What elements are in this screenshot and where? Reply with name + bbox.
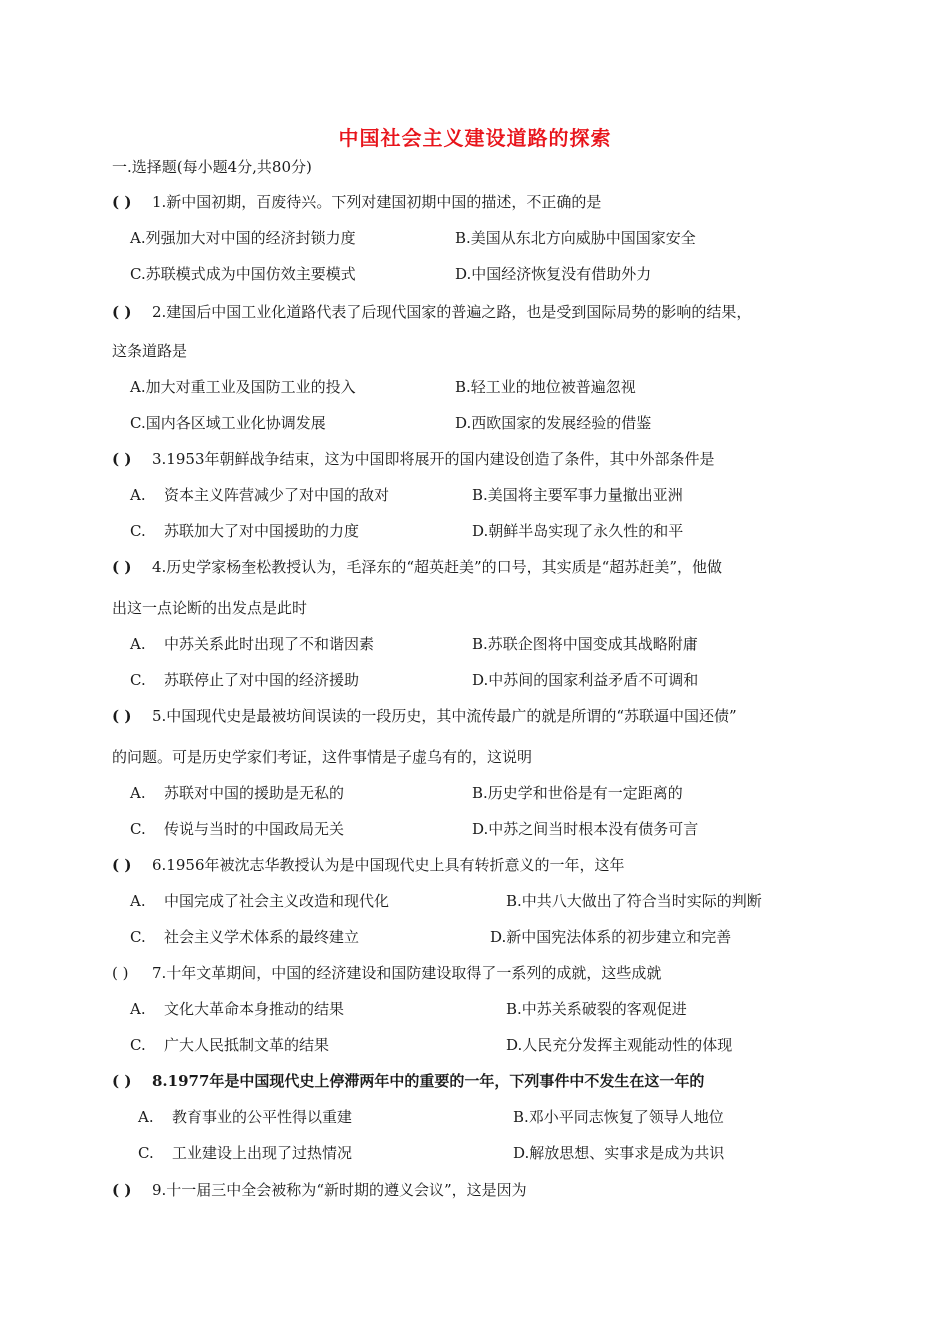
option-d: D.中苏间的国家利益矛盾不可调和 (472, 671, 699, 689)
option-a (138, 1107, 352, 1127)
option-text: 苏联对中国的援助是无私的 (164, 784, 345, 802)
option-text: 文化大革命本身推动的结果 (164, 1000, 345, 1018)
section-heading: 一.选择题(每小题4分,共80分) (112, 158, 312, 176)
option-letter: C. (130, 522, 146, 540)
question-text: 9.十一届三中全会被称为“新时期的遵义会议”，这是因为 (152, 1181, 527, 1199)
answer-blank[interactable]: ( ) (112, 964, 129, 982)
option-letter: A. (130, 635, 146, 653)
option-a (130, 891, 389, 911)
option-letter: A. (130, 1000, 146, 1018)
question-2 (112, 302, 751, 322)
option-c (138, 1143, 352, 1163)
option-c (130, 927, 359, 947)
option-a (130, 634, 374, 654)
answer-blank[interactable]: ( ) (112, 450, 132, 468)
question-text: 2.建国后中国工业化道路代表了后现代国家的普遍之路，也是受到国际局势的影响的结果， (152, 303, 752, 321)
option-b: B.历史学和世俗是有一定距离的 (472, 784, 683, 802)
question-5 (112, 706, 737, 726)
option-d: D.中国经济恢复没有借助外力 (455, 265, 652, 283)
option-b: B.轻工业的地位被普遍忽视 (455, 378, 636, 396)
option-d: D.解放思想、实事求是成为共识 (513, 1144, 725, 1162)
option-text: 苏联停止了对中国的经济援助 (164, 671, 360, 689)
option-b: B.美国从东北方向威胁中国国家安全 (455, 229, 696, 247)
question-continuation: 出这一点论断的出发点是此时 (112, 599, 308, 617)
option-d: D.人民充分发挥主观能动性的体现 (506, 1036, 733, 1054)
option-c (130, 1035, 329, 1055)
option-letter: C. (130, 671, 146, 689)
option-c (130, 521, 359, 541)
option-text: 教育事业的公平性得以重建 (172, 1108, 353, 1126)
answer-blank[interactable]: ( ) (112, 303, 132, 321)
option-a (130, 783, 344, 803)
question-text: 1.新中国初期，百废待兴。下列对建国初期中国的描述，不正确的是 (152, 193, 602, 211)
option-b: B.苏联企图将中国变成其战略附庸 (472, 635, 698, 653)
answer-blank[interactable]: ( ) (112, 558, 132, 576)
question-9 (112, 1180, 527, 1200)
question-6 (112, 855, 625, 875)
option-a: A.列强加大对中国的经济封锁力度 (130, 229, 356, 247)
option-a: A.加大对重工业及国防工业的投入 (130, 378, 356, 396)
option-c: C.苏联模式成为中国仿效主要模式 (130, 265, 356, 283)
option-text: 传说与当时的中国政局无关 (164, 820, 345, 838)
answer-blank[interactable]: ( ) (112, 193, 132, 211)
option-b: B.中共八大做出了符合当时实际的判断 (506, 892, 762, 910)
question-text: 4.历史学家杨奎松教授认为，毛泽东的“超英赶美”的口号，其实质是“超苏赶美”，他做 (152, 558, 722, 576)
option-letter: A. (130, 784, 146, 802)
option-b: B.中苏关系破裂的客观促进 (506, 1000, 687, 1018)
option-letter: A. (138, 1108, 154, 1126)
option-d: D.中苏之间当时根本没有债务可言 (472, 820, 699, 838)
answer-blank[interactable]: ( ) (112, 856, 132, 874)
option-text: 苏联加大了对中国援助的力度 (164, 522, 360, 540)
option-letter: A. (130, 486, 146, 504)
question-1 (112, 192, 601, 212)
answer-blank[interactable]: ( ) (112, 707, 132, 725)
option-text: 中苏关系此时出现了不和谐因素 (164, 635, 375, 653)
option-a (130, 485, 389, 505)
page-title: 中国社会主义建设道路的探索 (338, 126, 612, 150)
question-continuation: 这条道路是 (112, 342, 188, 360)
option-text: 广大人民抵制文革的结果 (164, 1036, 330, 1054)
option-b: B.美国将主要军事力量撤出亚洲 (472, 486, 683, 504)
option-c (130, 670, 359, 690)
option-a (130, 999, 344, 1019)
question-3 (112, 449, 715, 469)
question-text: 7.十年文革期间，中国的经济建设和国防建设取得了一系列的成就，这些成就 (152, 964, 662, 982)
answer-blank[interactable]: ( ) (112, 1072, 132, 1090)
question-text: 3.1953年朝鲜战争结束，这为中国即将展开的国内建设创造了条件，其中外部条件是 (152, 450, 715, 468)
question-text: 8.1977年是中国现代史上停滞两年中的重要的一年，下列事件中不发生在这一年的 (152, 1072, 705, 1090)
option-c: C.国内各区域工业化协调发展 (130, 414, 326, 432)
question-8 (112, 1071, 704, 1091)
option-letter: C. (130, 1036, 146, 1054)
question-7 (112, 963, 661, 983)
option-d: D.西欧国家的发展经验的借鉴 (455, 414, 652, 432)
question-4 (112, 557, 722, 577)
option-letter: C. (130, 820, 146, 838)
question-continuation: 的问题。可是历史学家们考证，这件事情是子虚乌有的，这说明 (112, 748, 533, 766)
option-d: D.朝鲜半岛实现了永久性的和平 (472, 522, 684, 540)
option-letter: A. (130, 892, 146, 910)
option-text: 工业建设上出现了过热情况 (172, 1144, 353, 1162)
option-c (130, 819, 344, 839)
option-text: 社会主义学术体系的最终建立 (164, 928, 360, 946)
option-text: 中国完成了社会主义改造和现代化 (164, 892, 390, 910)
option-letter: C. (130, 928, 146, 946)
option-text: 资本主义阵营减少了对中国的敌对 (164, 486, 390, 504)
question-text: 6.1956年被沈志华教授认为是中国现代史上具有转折意义的一年，这年 (152, 856, 625, 874)
question-text: 5.中国现代史是最被坊间误读的一段历史，其中流传最广的就是所谓的“苏联逼中国还债” (152, 707, 737, 725)
option-b: B.邓小平同志恢复了领导人地位 (513, 1108, 724, 1126)
answer-blank[interactable]: ( ) (112, 1181, 132, 1199)
option-d: D.新中国宪法体系的初步建立和完善 (490, 928, 732, 946)
option-letter: C. (138, 1144, 154, 1162)
